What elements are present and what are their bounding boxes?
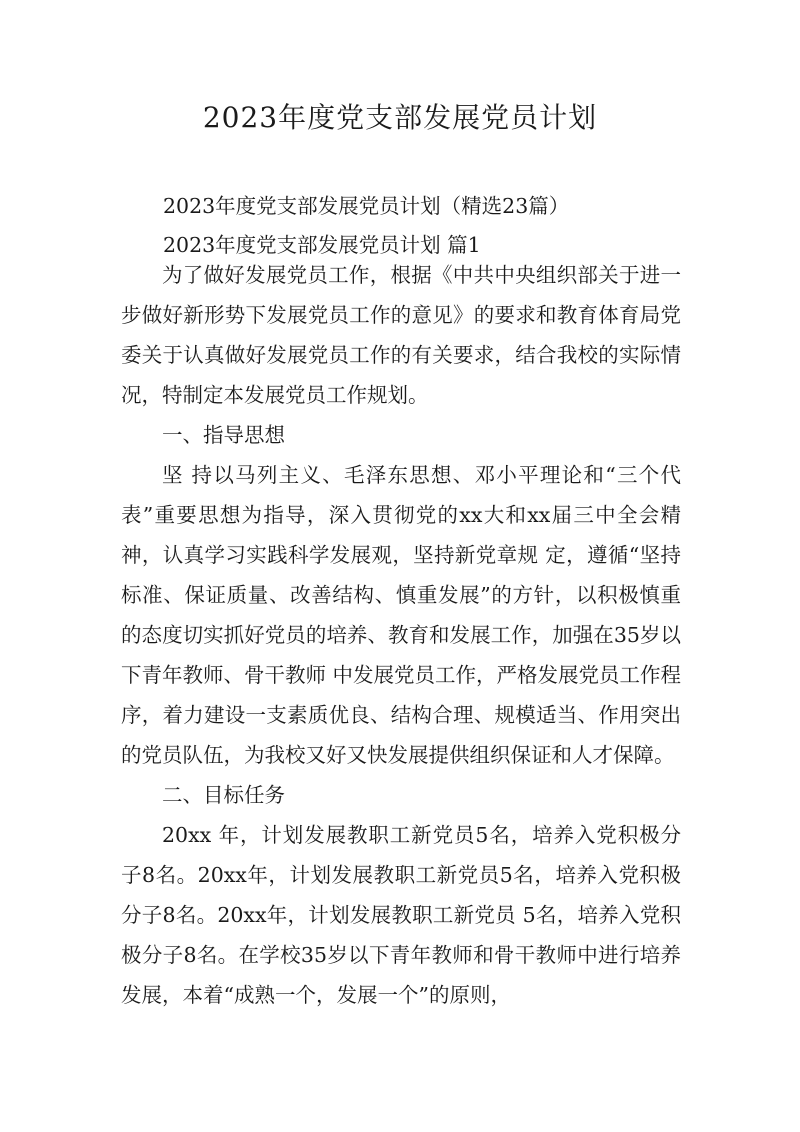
section-heading: 2023年度党支部发展党员计划 篇1 xyxy=(163,233,481,257)
document-title: 2023年度党支部发展党员计划 xyxy=(202,101,598,134)
heading-goals-tasks: 二、目标任务 xyxy=(162,783,285,807)
intro-paragraph: 为了做好发展党员工作，根据《中共中央组织部关于进一步做好新形势下发展党员工作的意见》的要求和教育体育局党委关于认真做好发展党员工作的有关要求，结合我校的实际情况，特制定本发展党员工作规划。 xyxy=(121,263,681,407)
heading-guiding-ideology: 一、指导思想 xyxy=(162,423,285,447)
document-subtitle: 2023年度党支部发展党员计划（精选23篇） xyxy=(163,194,570,218)
goals-tasks-paragraph: 20xx 年，计划发展教职工新党员5名，培养入党积极分子8名。20xx年，计划发展教职工新党员5名，培养入党积极分子8名。20xx年，计划发展教职工新党员 5名，培养入党积极分子8名。在学校35岁以下青年教师和骨干教师中进行培养发展，本着“成熟一个，发展一个”的原则， xyxy=(121,823,681,1007)
guiding-ideology-paragraph: 坚 持以马列主义、毛泽东思想、邓小平理论和“三个代表”重要思想为指导，深入贯彻党的xx大和xx届三中全会精神，认真学习实践科学发展观，坚持新党章规 定，遵循“坚持标准、保证质量、改善结构、慎重发展”的方针，以积极慎重的态度切实抓好党员的培养、教育和发展工作，加强在35岁以下青年教师、骨干教师 中发展党员工作，严格发展党员工作程序，着力建设一支素质优良、结构合理、规模适当、作用突出的党员队伍，为我校又好又快发展提供组织保证和人才保障。 xyxy=(121,463,682,767)
